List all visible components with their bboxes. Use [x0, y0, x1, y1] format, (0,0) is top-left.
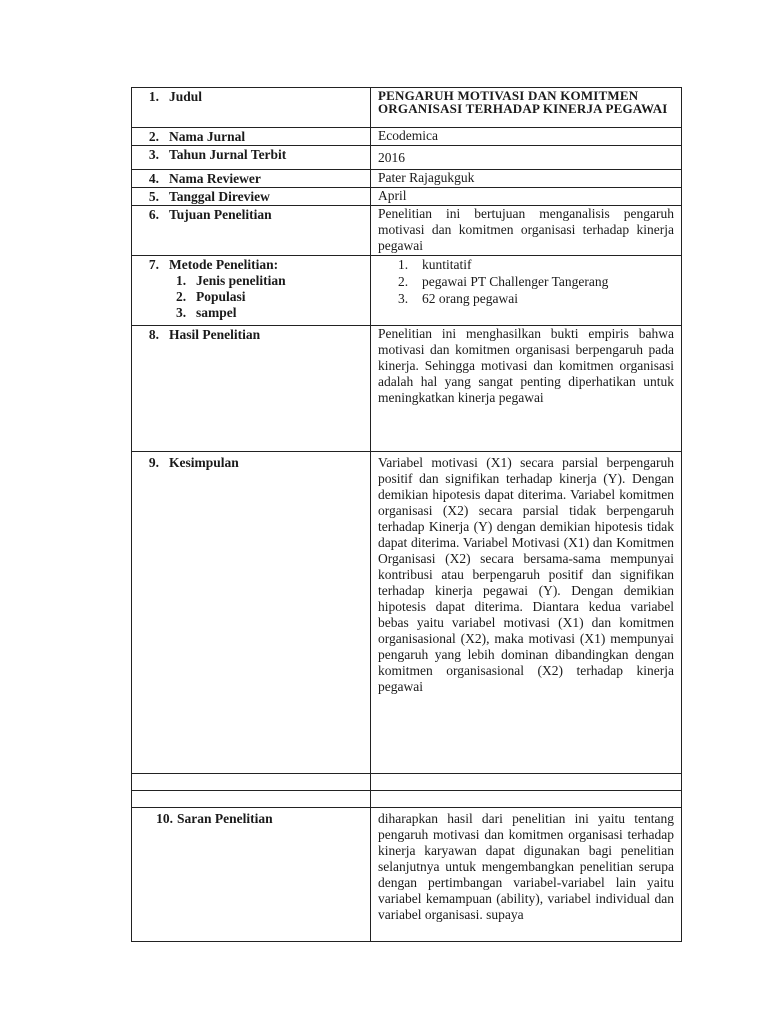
method-sub-label [132, 305, 370, 321]
journal-title: PENGARUH MOTIVASI DAN KOMITMEN ORGANISASI TERHADAP KINERJA PEGAWAI [378, 88, 668, 116]
item-text: 62 orang pegawai [422, 291, 518, 306]
label-cell [132, 128, 371, 146]
method-sub-label [132, 273, 370, 289]
value-cell [371, 88, 682, 128]
publish-year: 2016 [378, 150, 405, 165]
suggestion-text: diharapkan hasil dari penelitian ini yaitu tentang pengaruh motivasi dan komitmen organisasi terhadap kinerja karyawan dapat digunakan bagi penelitian selanjutnya untuk mengembangkan penelitian serupa dengan pertimbangan variabel-variabel lain yaitu variabel kemampuan (ability), variabel individual dan variabel organisasi. supaya [378, 811, 674, 922]
row-number: 9. [148, 455, 159, 470]
value-cell [371, 128, 682, 146]
label-cell [132, 326, 371, 452]
value-cell [371, 206, 682, 256]
label-cell [132, 170, 371, 188]
table-row [132, 206, 682, 256]
table-row [132, 808, 682, 942]
sub-label-text: Populasi [196, 289, 246, 304]
value-cell [371, 326, 682, 452]
empty-row [132, 774, 682, 791]
conclusion-text: Variabel motivasi (X1) secara parsial berpengaruh positif dan signifikan terhadap kinerja (Y). Dengan demikian hipotesis dapat diterima. Variabel komitmen organisasi (X2) secara parsial tidak berpengaruh terhadap Kinerja (Y) dengan demikian hipotesis tidak dapat diterima. Variabel Motivasi (X1) dan Komitmen Organisasi (X2) secara bersama-sama mempunyai kontribusi atau berpengaruh positif dan signifikan terhadap kinerja pegawai (Y). Dengan demikian hipotesis dapat diterima. Diantara kedua variabel bebas yaitu variabel motivasi (X1) dan komitmen organisasional (X2), maka motivasi (X1) mempunyai pengaruh yang lebih dominan dibandingkan dengan komitmen organisasional (X2) terhadap kinerja pegawai [378, 455, 674, 694]
table-row [132, 188, 682, 206]
review-date: April [378, 188, 407, 203]
item-text: pegawai PT Challenger Tangerang [422, 274, 609, 289]
row-label: Tahun Jurnal Terbit [169, 147, 287, 162]
value-cell [371, 452, 682, 774]
label-cell [132, 808, 371, 942]
row-number: 1. [148, 89, 159, 104]
row-number: 3. [148, 147, 159, 162]
label-cell [132, 188, 371, 206]
value-cell [371, 256, 682, 326]
value-cell [371, 170, 682, 188]
table-row [132, 88, 682, 128]
row-number: 4. [148, 171, 159, 186]
row-label: Nama Jurnal [169, 129, 246, 144]
method-list [378, 256, 674, 307]
item-text: kuntitatif [422, 257, 472, 272]
label-cell [132, 88, 371, 128]
value-cell [371, 808, 682, 942]
journal-name: Ecodemica [378, 128, 438, 143]
list-item [398, 256, 674, 273]
row-number: 8. [148, 327, 159, 342]
empty-cell [371, 791, 682, 808]
research-result: Penelitian ini menghasilkan bukti empiris bahwa motivasi dan komitmen organisasi berpengaruh pada kinerja. Sehingga motivasi dan komitmen organisasi adalah hal yang sangat penting diperhatikan untuk meningkatkan kinerja pegawai [378, 326, 674, 405]
row-label: Saran Penelitian [177, 811, 273, 826]
row-label: Tujuan Penelitian [169, 207, 272, 222]
list-item [398, 273, 674, 290]
table-row [132, 146, 682, 170]
reviewer-name: Pater Rajagukguk [378, 170, 475, 185]
value-cell [371, 188, 682, 206]
row-label: Tanggal Direview [169, 189, 270, 204]
row-label: Judul [169, 89, 203, 104]
label-cell [132, 452, 371, 774]
empty-row [132, 791, 682, 808]
table-row [132, 452, 682, 774]
sub-number: 1. [176, 273, 187, 288]
table-row [132, 170, 682, 188]
item-number: 3. [398, 291, 409, 306]
sub-number: 3. [176, 305, 187, 320]
row-number: 10. [156, 811, 173, 826]
row-number: 6. [148, 207, 159, 222]
label-cell [132, 206, 371, 256]
row-label: Kesimpulan [169, 455, 239, 470]
table-row [132, 128, 682, 146]
row-label: Hasil Penelitian [169, 327, 261, 342]
sub-label-text: sampel [196, 305, 237, 320]
table-row [132, 256, 682, 326]
sub-label-text: Jenis penelitian [196, 273, 286, 288]
empty-cell [132, 774, 371, 791]
row-number: 5. [148, 189, 159, 204]
suggestion-wrapper [378, 811, 674, 941]
row-label: Nama Reviewer [169, 171, 261, 186]
row-number: 2. [148, 129, 159, 144]
label-cell [132, 256, 371, 326]
empty-cell [132, 791, 371, 808]
empty-cell [371, 774, 682, 791]
item-number: 1. [398, 257, 409, 272]
table-row [132, 326, 682, 452]
row-number: 7. [148, 257, 159, 272]
item-number: 2. [398, 274, 409, 289]
research-aim: Penelitian ini bertujuan menganalisis pengaruh motivasi dan komitmen organisasi terhadap kinerja pegawai [378, 206, 674, 253]
journal-review-table [131, 87, 682, 942]
label-cell [132, 146, 371, 170]
list-item [398, 290, 674, 307]
sub-number: 2. [176, 289, 187, 304]
row-label: Metode Penelitian: [169, 257, 279, 272]
method-sub-label [132, 289, 370, 305]
value-cell [371, 146, 682, 170]
